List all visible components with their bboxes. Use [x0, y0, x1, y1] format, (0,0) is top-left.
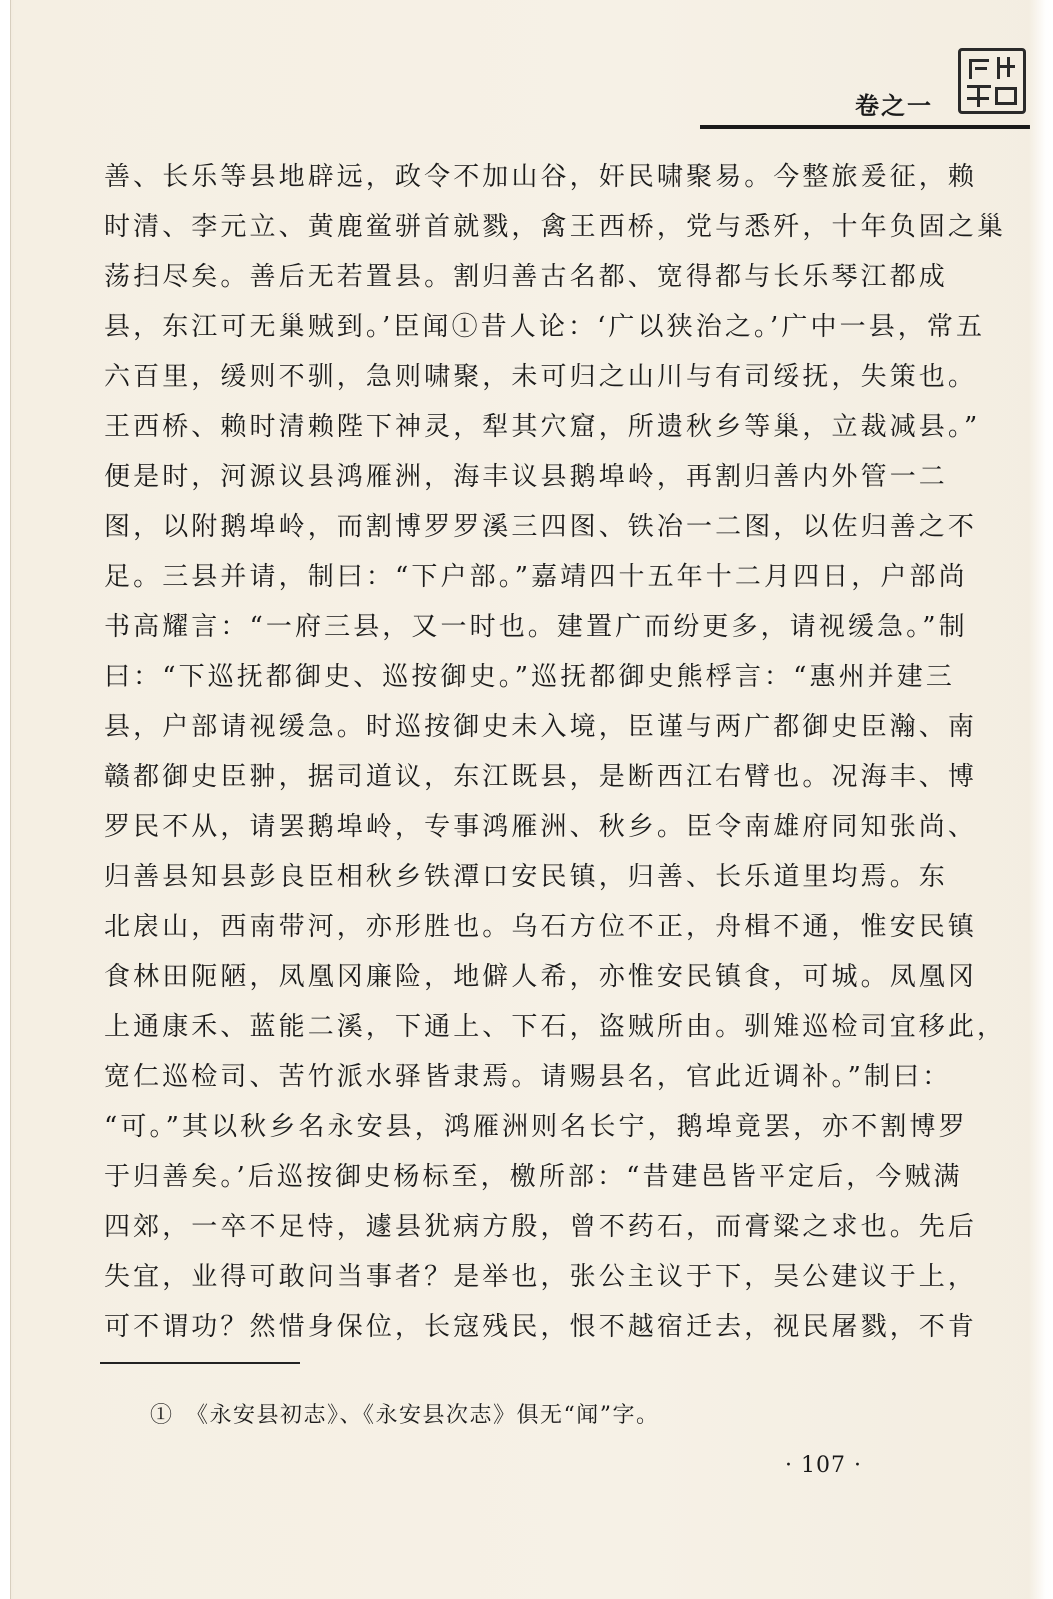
- text-line: 四郊，一卒不足恃，遽县犹病方殷，曾不药石，而膏粱之求也。先后: [104, 1212, 978, 1242]
- header-rule: [700, 125, 1030, 129]
- page-number: · 107 ·: [785, 1453, 862, 1478]
- text-line: 上通康禾、蓝能二溪，下通上、下石，盗贼所由。驯雉巡检司宜移此，: [104, 1012, 1007, 1042]
- text-line: 罗民不从，请罢鹅埠岭，专事鸿雁洲、秋乡。臣令南雄府同知张尚、: [104, 812, 978, 842]
- text-line: 赣都御史臣翀，据司道议，东江既县，是断西江右臂也。况海丰、博: [104, 762, 978, 792]
- page-left-edge: [0, 0, 11, 1599]
- footnote: ① 《永安县初志》、《永安县次志》俱无“闻”字。: [150, 1403, 660, 1428]
- text-line: 书高耀言：“一府三县，又一时也。建置广而纷更多，请视缓急。”制: [104, 612, 968, 642]
- seal-stamp-icon: [958, 48, 1026, 114]
- text-line: “可。”其以秋乡名永安县，鸿雁洲则名长宁，鹅埠竟罢，亦不割博罗: [104, 1112, 968, 1142]
- text-line: 王西桥、赖时清赖陛下神灵，犁其穴窟，所遗秋乡等巢，立裁减县。”: [104, 412, 981, 442]
- text-line: 善、长乐等县地辟远，政令不加山谷，奸民啸聚易。今整旅爰征，赖: [104, 162, 978, 192]
- body-text: [104, 152, 1007, 1352]
- text-line: 图，以附鹅埠岭，而割博罗罗溪三四图、铁冶一二图，以佐归善之不: [104, 512, 978, 542]
- text-line: 县，东江可无巢贼到。’臣闻①昔人论：‘广以狭治之。’广中一县，常五: [104, 312, 986, 342]
- text-line: 可不谓功？然惜身保位，长寇残民，恨不越宿迁去，视民屠戮，不肯: [104, 1312, 978, 1342]
- text-line: 县，户部请视缓急。时巡按御史未入境，臣谨与两广都御史臣瀚、南: [104, 712, 978, 742]
- text-line: 北扆山，西南带河，亦形胜也。乌石方位不正，舟楫不通，惟安民镇: [104, 912, 978, 942]
- text-line: 足。三县并请，制曰：“下户部。”嘉靖四十五年十二月四日，户部尚: [104, 562, 968, 592]
- footnote-rule: [100, 1362, 300, 1364]
- scan-edge: [1029, 0, 1053, 1599]
- text-line: 失宜，业得可敢问当事者？是举也，张公主议于下，吴公建议于上，: [104, 1262, 978, 1292]
- text-line: 曰：“下巡抚都御史、巡按御史。”巡抚都御史熊桴言：“惠州并建三: [104, 662, 955, 692]
- text-line: 宽仁巡检司、苦竹派水驿皆隶焉。请赐县名，官此近调补。”制曰：: [104, 1062, 952, 1092]
- text-line: 便是时，河源议县鸿雁洲，海丰议县鹅埠岭，再割归善内外管一二: [104, 462, 948, 492]
- running-title: 卷之一: [855, 92, 933, 120]
- text-line: 六百里，缓则不驯，急则啸聚，未可归之山川与有司绥抚，失策也。: [104, 362, 978, 392]
- text-line: 归善县知县彭良臣相秋乡铁潭口安民镇，归善、长乐道里均焉。东: [104, 862, 948, 892]
- text-line: 于归善矣。’后巡按御史杨标至，檄所部：“昔建邑皆平定后，今贼满: [104, 1162, 963, 1192]
- text-line: 食林田阨陋，凤凰冈廉险，地僻人希，亦惟安民镇食，可城。凤凰冈: [104, 962, 978, 992]
- text-line: 时清、李元立、黄鹿鲎骈首就戮，禽王西桥，党与悉歼，十年负固之巢: [104, 212, 1007, 242]
- text-line: 荡扫尽矣。善后无若置县。割归善古名都、宽得都与长乐琴江都成: [104, 262, 948, 292]
